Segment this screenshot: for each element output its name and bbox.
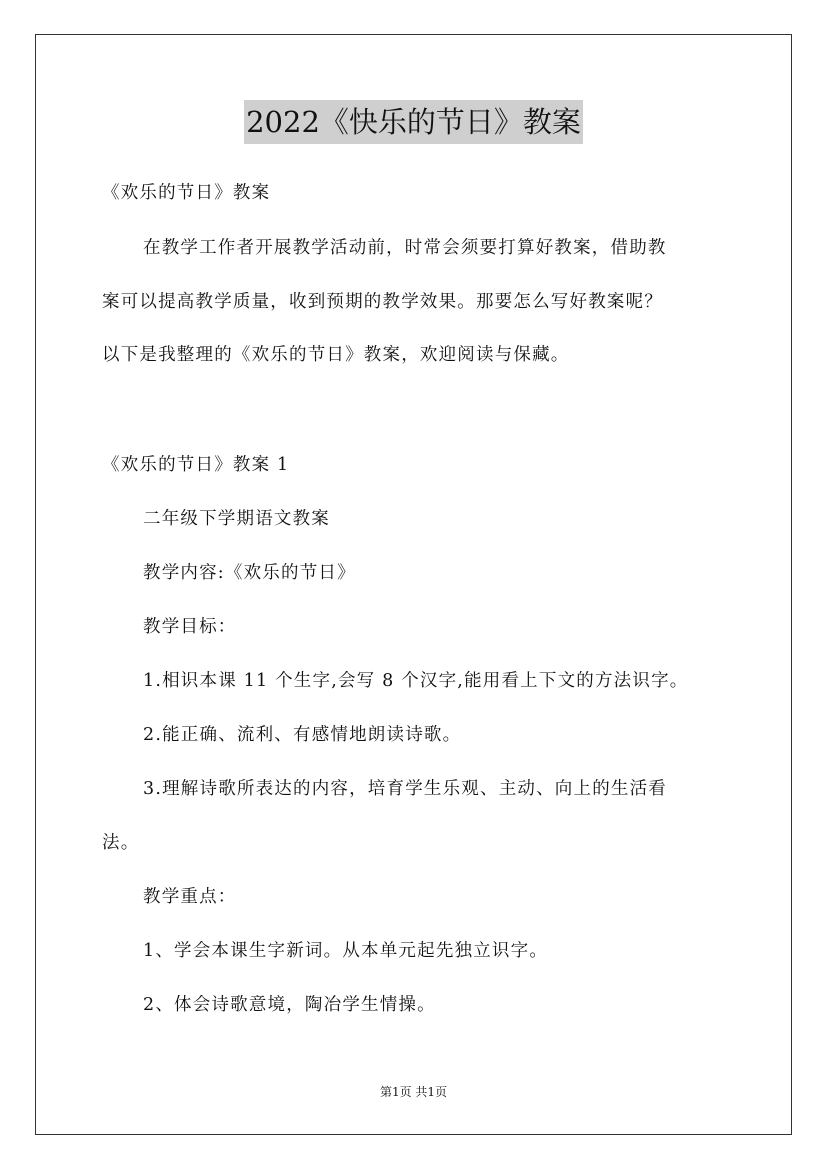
paragraph-line: 教学内容:《欢乐的节日》	[143, 563, 356, 583]
list-item: 2、体会诗歌意境，陶冶学生情操。	[143, 995, 436, 1015]
list-item: 3.理解诗歌所表达的内容，培育学生乐观、主动、向上的生活看	[143, 779, 667, 799]
page-footer: 第1页 共1页	[379, 1085, 448, 1099]
list-item: 1.相识本课 11 个生字,会写 8 个汉字,能用看上下文的方法识字。	[143, 671, 689, 691]
section-heading: 《欢乐的节日》教案 1	[102, 455, 290, 475]
title-container	[0, 100, 827, 144]
paragraph-line: 案可以提高教学质量，收到预期的教学效果。那要怎么写好教案呢？	[102, 292, 663, 312]
list-item: 1、学会本课生字新词。从本单元起先独立识字。	[143, 941, 549, 961]
paragraph-line: 教学目标：	[143, 617, 237, 637]
paragraph-line: 教学重点：	[143, 887, 237, 907]
list-item: 2.能正确、流利、有感情地朗读诗歌。	[143, 725, 462, 745]
section-heading: 《欢乐的节日》教案	[102, 183, 271, 203]
paragraph-line: 二年级下学期语文教案	[143, 509, 330, 529]
paragraph-line: 以下是我整理的《欢乐的节日》教案，欢迎阅读与保藏。	[102, 345, 570, 365]
paragraph-line: 在教学工作者开展教学活动前，时常会须要打算好教案，借助教	[143, 238, 667, 258]
document-title: 2022《快乐的节日》教案	[244, 100, 583, 144]
paragraph-line: 法。	[102, 833, 140, 853]
